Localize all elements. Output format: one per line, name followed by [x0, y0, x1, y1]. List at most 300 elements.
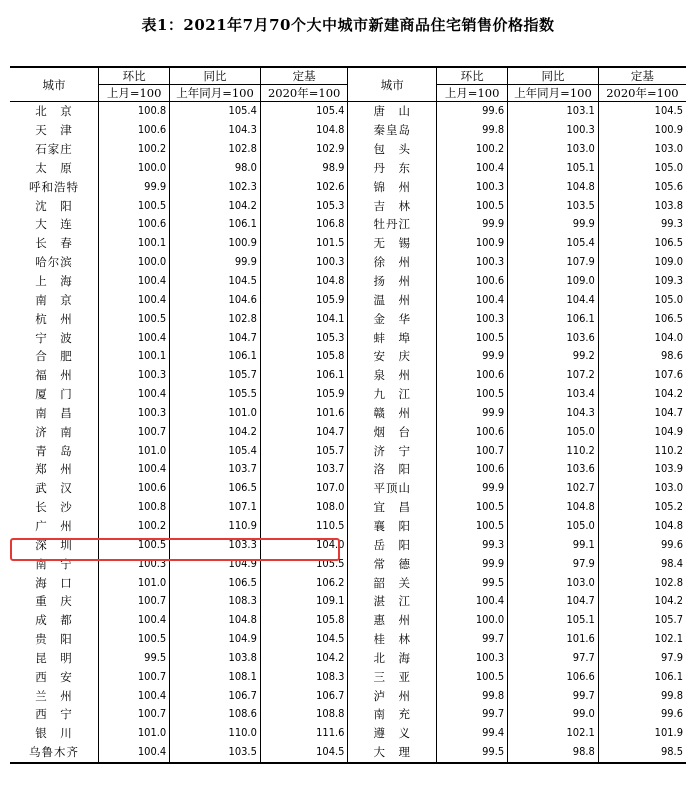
yoy-cell-right: 110.2	[508, 441, 599, 460]
mom-cell-right: 100.3	[437, 309, 508, 328]
mom-cell-right: 100.5	[437, 667, 508, 686]
yoy-cell-right: 102.1	[508, 724, 599, 743]
mom-cell-left: 100.8	[99, 102, 170, 121]
fixed-cell-right: 103.9	[598, 460, 686, 479]
yoy-cell-right: 103.0	[508, 573, 599, 592]
fixed-cell-right: 99.3	[598, 215, 686, 234]
fixed-cell-right: 104.2	[598, 592, 686, 611]
fixed-cell-right: 99.6	[598, 535, 686, 554]
table-row	[10, 479, 686, 498]
fixed-cell-right: 99.6	[598, 705, 686, 724]
header-yoy-left: 同比	[170, 67, 261, 85]
city-cell-right: 大 理	[348, 743, 437, 763]
mom-cell-left: 100.7	[99, 422, 170, 441]
mom-cell-right: 99.9	[437, 479, 508, 498]
yoy-cell-left: 108.6	[170, 705, 261, 724]
fixed-cell-right: 98.5	[598, 743, 686, 763]
city-cell-left: 贵 阳	[35, 632, 73, 647]
mom-cell-right: 100.5	[437, 328, 508, 347]
yoy-cell-left: 110.9	[170, 517, 261, 536]
mom-cell-left: 100.4	[99, 290, 170, 309]
yoy-cell-left: 110.0	[170, 724, 261, 743]
city-cell-right: 平顶山	[348, 479, 437, 498]
mom-cell-left: 100.4	[99, 743, 170, 763]
city-cell-left: 上 海	[35, 274, 73, 289]
fixed-cell-left: 100.3	[260, 253, 348, 272]
yoy-cell-left: 106.5	[170, 479, 261, 498]
yoy-cell-left: 106.7	[170, 686, 261, 705]
city-cell-left: 重 庆	[35, 594, 73, 609]
fixed-cell-left: 98.9	[260, 159, 348, 178]
yoy-cell-right: 104.8	[508, 177, 599, 196]
fixed-cell-left: 106.2	[260, 573, 348, 592]
city-cell-left: 西 宁	[35, 707, 73, 722]
city-cell-left: 大 连	[35, 217, 73, 232]
mom-cell-left: 101.0	[99, 573, 170, 592]
city-cell-left: 哈尔滨	[35, 255, 73, 270]
city-cell-right: 南 充	[348, 705, 437, 724]
mom-cell-right: 99.9	[437, 347, 508, 366]
yoy-cell-right: 104.3	[508, 404, 599, 423]
city-cell-right: 无 锡	[348, 234, 437, 253]
table-row	[10, 309, 686, 328]
mom-cell-right: 100.6	[437, 422, 508, 441]
fixed-cell-left: 108.3	[260, 667, 348, 686]
mom-cell-left: 100.5	[99, 309, 170, 328]
fixed-cell-left: 105.8	[260, 347, 348, 366]
city-cell-right: 泸 州	[348, 686, 437, 705]
yoy-cell-right: 99.9	[508, 215, 599, 234]
header-fixed-left: 定基	[260, 67, 348, 85]
table-row	[10, 140, 686, 159]
mom-cell-right: 100.5	[437, 517, 508, 536]
mom-cell-left: 100.7	[99, 705, 170, 724]
mom-cell-left: 101.0	[99, 724, 170, 743]
city-cell-right: 遵 义	[348, 724, 437, 743]
table-row	[10, 441, 686, 460]
fixed-cell-right: 102.8	[598, 573, 686, 592]
mom-cell-left: 100.3	[99, 366, 170, 385]
fixed-cell-right: 103.0	[598, 479, 686, 498]
table-row	[10, 404, 686, 423]
yoy-cell-left: 102.8	[170, 140, 261, 159]
yoy-cell-left: 104.7	[170, 328, 261, 347]
city-cell-left: 沈 阳	[35, 198, 73, 213]
yoy-cell-left: 100.9	[170, 234, 261, 253]
mom-cell-left: 99.5	[99, 648, 170, 667]
mom-cell-right: 100.2	[437, 140, 508, 159]
yoy-cell-left: 106.5	[170, 573, 261, 592]
table-row	[10, 592, 686, 611]
fixed-cell-right: 102.1	[598, 630, 686, 649]
table-row	[10, 253, 686, 272]
yoy-cell-left: 107.1	[170, 498, 261, 517]
yoy-cell-right: 106.6	[508, 667, 599, 686]
fixed-cell-right: 104.5	[598, 102, 686, 121]
city-cell-left: 合 肥	[35, 349, 73, 364]
yoy-cell-left: 104.9	[170, 630, 261, 649]
fixed-cell-right: 105.0	[598, 290, 686, 309]
table-row	[10, 517, 686, 536]
yoy-cell-right: 106.1	[508, 309, 599, 328]
table-row	[10, 196, 686, 215]
fixed-cell-right: 105.2	[598, 498, 686, 517]
fixed-cell-right: 105.0	[598, 159, 686, 178]
mom-cell-right: 100.5	[437, 498, 508, 517]
yoy-cell-right: 105.1	[508, 159, 599, 178]
header-mom-left: 环比	[99, 67, 170, 85]
city-cell-right: 牡丹江	[348, 215, 437, 234]
table-row	[10, 328, 686, 347]
yoy-cell-right: 104.4	[508, 290, 599, 309]
city-cell-left: 广 州	[35, 518, 73, 533]
mom-cell-right: 99.5	[437, 743, 508, 763]
fixed-cell-right: 97.9	[598, 648, 686, 667]
header-yoy-right: 同比	[508, 67, 599, 85]
city-cell-left: 北 京	[35, 104, 73, 119]
yoy-cell-left: 103.8	[170, 648, 261, 667]
fixed-cell-right: 109.3	[598, 272, 686, 291]
mom-cell-right: 100.4	[437, 290, 508, 309]
mom-cell-left: 100.4	[99, 385, 170, 404]
mom-cell-left: 100.3	[99, 554, 170, 573]
yoy-cell-right: 102.7	[508, 479, 599, 498]
fixed-cell-left: 102.9	[260, 140, 348, 159]
yoy-cell-right: 103.0	[508, 140, 599, 159]
mom-cell-right: 100.3	[437, 648, 508, 667]
fixed-cell-left: 104.5	[260, 743, 348, 763]
mom-cell-right: 99.8	[437, 686, 508, 705]
mom-cell-right: 99.7	[437, 705, 508, 724]
table-row	[10, 498, 686, 517]
yoy-cell-right: 104.8	[508, 498, 599, 517]
fixed-cell-left: 107.0	[260, 479, 348, 498]
fixed-cell-right: 104.7	[598, 404, 686, 423]
fixed-cell-left: 108.0	[260, 498, 348, 517]
fixed-cell-right: 98.6	[598, 347, 686, 366]
mom-cell-right: 99.5	[437, 573, 508, 592]
table-row	[10, 366, 686, 385]
yoy-cell-left: 106.1	[170, 215, 261, 234]
table-row	[10, 705, 686, 724]
city-cell-left: 深 圳	[35, 537, 73, 552]
header-yoy-base-left: 上年同月=100	[170, 85, 261, 102]
table-row	[10, 422, 686, 441]
city-cell-right: 赣 州	[348, 404, 437, 423]
fixed-cell-right: 103.8	[598, 196, 686, 215]
mom-cell-left: 100.4	[99, 272, 170, 291]
fixed-cell-left: 105.7	[260, 441, 348, 460]
city-cell-right: 扬 州	[348, 272, 437, 291]
mom-cell-right: 100.7	[437, 441, 508, 460]
yoy-cell-left: 106.1	[170, 347, 261, 366]
mom-cell-left: 100.4	[99, 686, 170, 705]
table-row	[10, 102, 686, 121]
city-cell-right: 安 庆	[348, 347, 437, 366]
mom-cell-left: 100.4	[99, 328, 170, 347]
table-row	[10, 159, 686, 178]
mom-cell-right: 100.6	[437, 272, 508, 291]
mom-cell-left: 100.4	[99, 460, 170, 479]
city-cell-right: 九 江	[348, 385, 437, 404]
yoy-cell-right: 105.0	[508, 422, 599, 441]
yoy-cell-left: 103.3	[170, 535, 261, 554]
fixed-cell-left: 101.6	[260, 404, 348, 423]
city-cell-left: 福 州	[35, 368, 73, 383]
yoy-cell-right: 103.1	[508, 102, 599, 121]
fixed-cell-right: 104.0	[598, 328, 686, 347]
table-row	[10, 347, 686, 366]
city-cell-left: 乌鲁木齐	[10, 743, 99, 763]
table-row	[10, 743, 686, 763]
table-row	[10, 554, 686, 573]
table-body	[10, 102, 686, 763]
mom-cell-right: 100.6	[437, 366, 508, 385]
city-cell-right: 湛 江	[348, 592, 437, 611]
mom-cell-left: 100.7	[99, 592, 170, 611]
fixed-cell-left: 103.7	[260, 460, 348, 479]
city-cell-left: 成 都	[35, 613, 73, 628]
fixed-cell-right: 106.5	[598, 309, 686, 328]
yoy-cell-right: 101.6	[508, 630, 599, 649]
fixed-cell-right: 104.8	[598, 517, 686, 536]
city-cell-right: 吉 林	[348, 196, 437, 215]
yoy-cell-right: 103.6	[508, 460, 599, 479]
table-row	[10, 686, 686, 705]
city-cell-right: 徐 州	[348, 253, 437, 272]
fixed-cell-left: 111.6	[260, 724, 348, 743]
city-cell-right: 韶 关	[348, 573, 437, 592]
yoy-cell-right: 98.8	[508, 743, 599, 763]
table-row	[10, 573, 686, 592]
yoy-cell-left: 104.3	[170, 121, 261, 140]
city-cell-right: 蚌 埠	[348, 328, 437, 347]
table-row	[10, 611, 686, 630]
yoy-cell-right: 99.0	[508, 705, 599, 724]
yoy-cell-left: 105.4	[170, 441, 261, 460]
city-cell-left: 太 原	[35, 160, 73, 175]
header-fixed-right: 定基	[598, 67, 686, 85]
fixed-cell-left: 106.7	[260, 686, 348, 705]
mom-cell-right: 100.4	[437, 159, 508, 178]
city-cell-left: 天 津	[35, 123, 73, 138]
table-row	[10, 724, 686, 743]
fixed-cell-right: 106.5	[598, 234, 686, 253]
mom-cell-left: 100.1	[99, 234, 170, 253]
yoy-cell-left: 105.5	[170, 385, 261, 404]
city-cell-right: 常 德	[348, 554, 437, 573]
fixed-cell-right: 109.0	[598, 253, 686, 272]
city-cell-left: 济 南	[35, 424, 73, 439]
fixed-cell-left: 106.1	[260, 366, 348, 385]
yoy-cell-left: 98.0	[170, 159, 261, 178]
fixed-cell-left: 105.3	[260, 328, 348, 347]
mom-cell-left: 100.2	[99, 140, 170, 159]
city-cell-right: 桂 林	[348, 630, 437, 649]
yoy-cell-right: 103.6	[508, 328, 599, 347]
city-cell-right: 济 宁	[348, 441, 437, 460]
mom-cell-right: 99.9	[437, 404, 508, 423]
fixed-cell-right: 104.9	[598, 422, 686, 441]
yoy-cell-right: 103.5	[508, 196, 599, 215]
yoy-cell-right: 100.3	[508, 121, 599, 140]
fixed-cell-left: 105.4	[260, 102, 348, 121]
mom-cell-left: 100.6	[99, 215, 170, 234]
table-title: 表1：2021年7月70个大中城市新建商品住宅销售价格指数	[141, 16, 555, 34]
yoy-cell-right: 105.0	[508, 517, 599, 536]
yoy-cell-right: 99.7	[508, 686, 599, 705]
fixed-cell-right: 105.6	[598, 177, 686, 196]
mom-cell-right: 99.9	[437, 554, 508, 573]
yoy-cell-right: 103.4	[508, 385, 599, 404]
fixed-cell-left: 108.8	[260, 705, 348, 724]
yoy-cell-left: 102.3	[170, 177, 261, 196]
yoy-cell-right: 105.1	[508, 611, 599, 630]
yoy-cell-left: 104.9	[170, 554, 261, 573]
table-row	[10, 648, 686, 667]
yoy-cell-left: 104.2	[170, 422, 261, 441]
mom-cell-left: 100.0	[99, 159, 170, 178]
mom-cell-left: 100.5	[99, 196, 170, 215]
table-row	[10, 385, 686, 404]
fixed-cell-left: 105.5	[260, 554, 348, 573]
table-row	[10, 667, 686, 686]
mom-cell-left: 100.0	[99, 253, 170, 272]
header-yoy-base-right: 上年同月=100	[508, 85, 599, 102]
city-cell-right: 秦皇岛	[348, 121, 437, 140]
city-cell-left: 石家庄	[35, 142, 73, 157]
header-mom-right: 环比	[437, 67, 508, 85]
city-cell-right: 襄 阳	[348, 517, 437, 536]
yoy-cell-right: 107.9	[508, 253, 599, 272]
fixed-cell-right: 101.9	[598, 724, 686, 743]
city-cell-left: 昆 明	[35, 650, 73, 665]
fixed-cell-right: 99.8	[598, 686, 686, 705]
yoy-cell-left: 104.2	[170, 196, 261, 215]
city-cell-left: 南 昌	[35, 405, 73, 420]
yoy-cell-right: 99.2	[508, 347, 599, 366]
fixed-cell-left: 105.8	[260, 611, 348, 630]
mom-cell-left: 100.6	[99, 479, 170, 498]
table-row	[10, 460, 686, 479]
yoy-cell-left: 108.3	[170, 592, 261, 611]
yoy-cell-left: 104.5	[170, 272, 261, 291]
city-cell-right: 泉 州	[348, 366, 437, 385]
yoy-cell-left: 105.4	[170, 102, 261, 121]
table-row	[10, 215, 686, 234]
yoy-cell-right: 97.7	[508, 648, 599, 667]
table-row	[10, 177, 686, 196]
yoy-cell-right: 104.7	[508, 592, 599, 611]
mom-cell-left: 101.0	[99, 441, 170, 460]
fixed-cell-right: 105.7	[598, 611, 686, 630]
mom-cell-right: 100.5	[437, 196, 508, 215]
city-cell-right: 北 海	[348, 648, 437, 667]
yoy-cell-left: 103.7	[170, 460, 261, 479]
city-cell-right: 惠 州	[348, 611, 437, 630]
fixed-cell-left: 104.5	[260, 630, 348, 649]
city-cell-left: 郑 州	[35, 462, 73, 477]
city-cell-right: 洛 阳	[348, 460, 437, 479]
mom-cell-right: 99.3	[437, 535, 508, 554]
header-city-left: 城市	[10, 67, 99, 102]
yoy-cell-right: 107.2	[508, 366, 599, 385]
table-row	[10, 535, 686, 554]
city-cell-right: 包 头	[348, 140, 437, 159]
city-cell-left: 长 沙	[35, 500, 73, 515]
fixed-cell-left: 104.0	[260, 535, 348, 554]
fixed-cell-right: 106.1	[598, 667, 686, 686]
yoy-cell-left: 104.6	[170, 290, 261, 309]
city-cell-left: 宁 波	[35, 330, 73, 345]
header-fixed-base-right: 2020年=100	[598, 85, 686, 102]
header-fixed-base-left: 2020年=100	[260, 85, 348, 102]
yoy-cell-right: 99.1	[508, 535, 599, 554]
fixed-cell-left: 110.5	[260, 517, 348, 536]
yoy-cell-right: 97.9	[508, 554, 599, 573]
city-cell-right: 烟 台	[348, 422, 437, 441]
header-city-right: 城市	[348, 67, 437, 102]
mom-cell-left: 99.9	[99, 177, 170, 196]
fixed-cell-right: 107.6	[598, 366, 686, 385]
city-cell-right: 三 亚	[348, 667, 437, 686]
city-cell-left: 南 京	[35, 292, 73, 307]
city-cell-right: 岳 阳	[348, 535, 437, 554]
yoy-cell-left: 105.7	[170, 366, 261, 385]
yoy-cell-left: 103.5	[170, 743, 261, 763]
fixed-cell-right: 100.9	[598, 121, 686, 140]
city-cell-left: 银 川	[35, 726, 73, 741]
city-cell-left: 西 安	[35, 669, 73, 684]
mom-cell-right: 100.3	[437, 177, 508, 196]
yoy-cell-right: 109.0	[508, 272, 599, 291]
mom-cell-right: 100.9	[437, 234, 508, 253]
city-cell-left: 兰 州	[35, 688, 73, 703]
fixed-cell-left: 102.6	[260, 177, 348, 196]
mom-cell-right: 100.5	[437, 385, 508, 404]
mom-cell-left: 100.7	[99, 667, 170, 686]
mom-cell-right: 99.9	[437, 215, 508, 234]
mom-cell-left: 100.3	[99, 404, 170, 423]
mom-cell-right: 100.3	[437, 253, 508, 272]
mom-cell-left: 100.5	[99, 630, 170, 649]
mom-cell-left: 100.1	[99, 347, 170, 366]
city-cell-right: 锦 州	[348, 177, 437, 196]
mom-cell-right: 100.6	[437, 460, 508, 479]
fixed-cell-right: 98.4	[598, 554, 686, 573]
city-cell-right: 唐 山	[348, 102, 437, 121]
mom-cell-right: 99.4	[437, 724, 508, 743]
header-mom-base-right: 上月=100	[437, 85, 508, 102]
city-cell-left: 厦 门	[35, 387, 73, 402]
mom-cell-left: 100.8	[99, 498, 170, 517]
mom-cell-right: 99.7	[437, 630, 508, 649]
table-row	[10, 234, 686, 253]
price-index-table	[10, 66, 686, 764]
fixed-cell-left: 104.1	[260, 309, 348, 328]
city-cell-left: 青 岛	[35, 443, 73, 458]
fixed-cell-right: 103.0	[598, 140, 686, 159]
fixed-cell-left: 101.5	[260, 234, 348, 253]
city-cell-left: 南 宁	[35, 556, 73, 571]
city-cell-left: 武 汉	[35, 481, 73, 496]
fixed-cell-left: 105.9	[260, 385, 348, 404]
city-cell-left: 呼和浩特	[29, 179, 80, 194]
mom-cell-right: 99.6	[437, 102, 508, 121]
mom-cell-left: 100.2	[99, 517, 170, 536]
yoy-cell-left: 102.8	[170, 309, 261, 328]
mom-cell-left: 100.5	[99, 535, 170, 554]
